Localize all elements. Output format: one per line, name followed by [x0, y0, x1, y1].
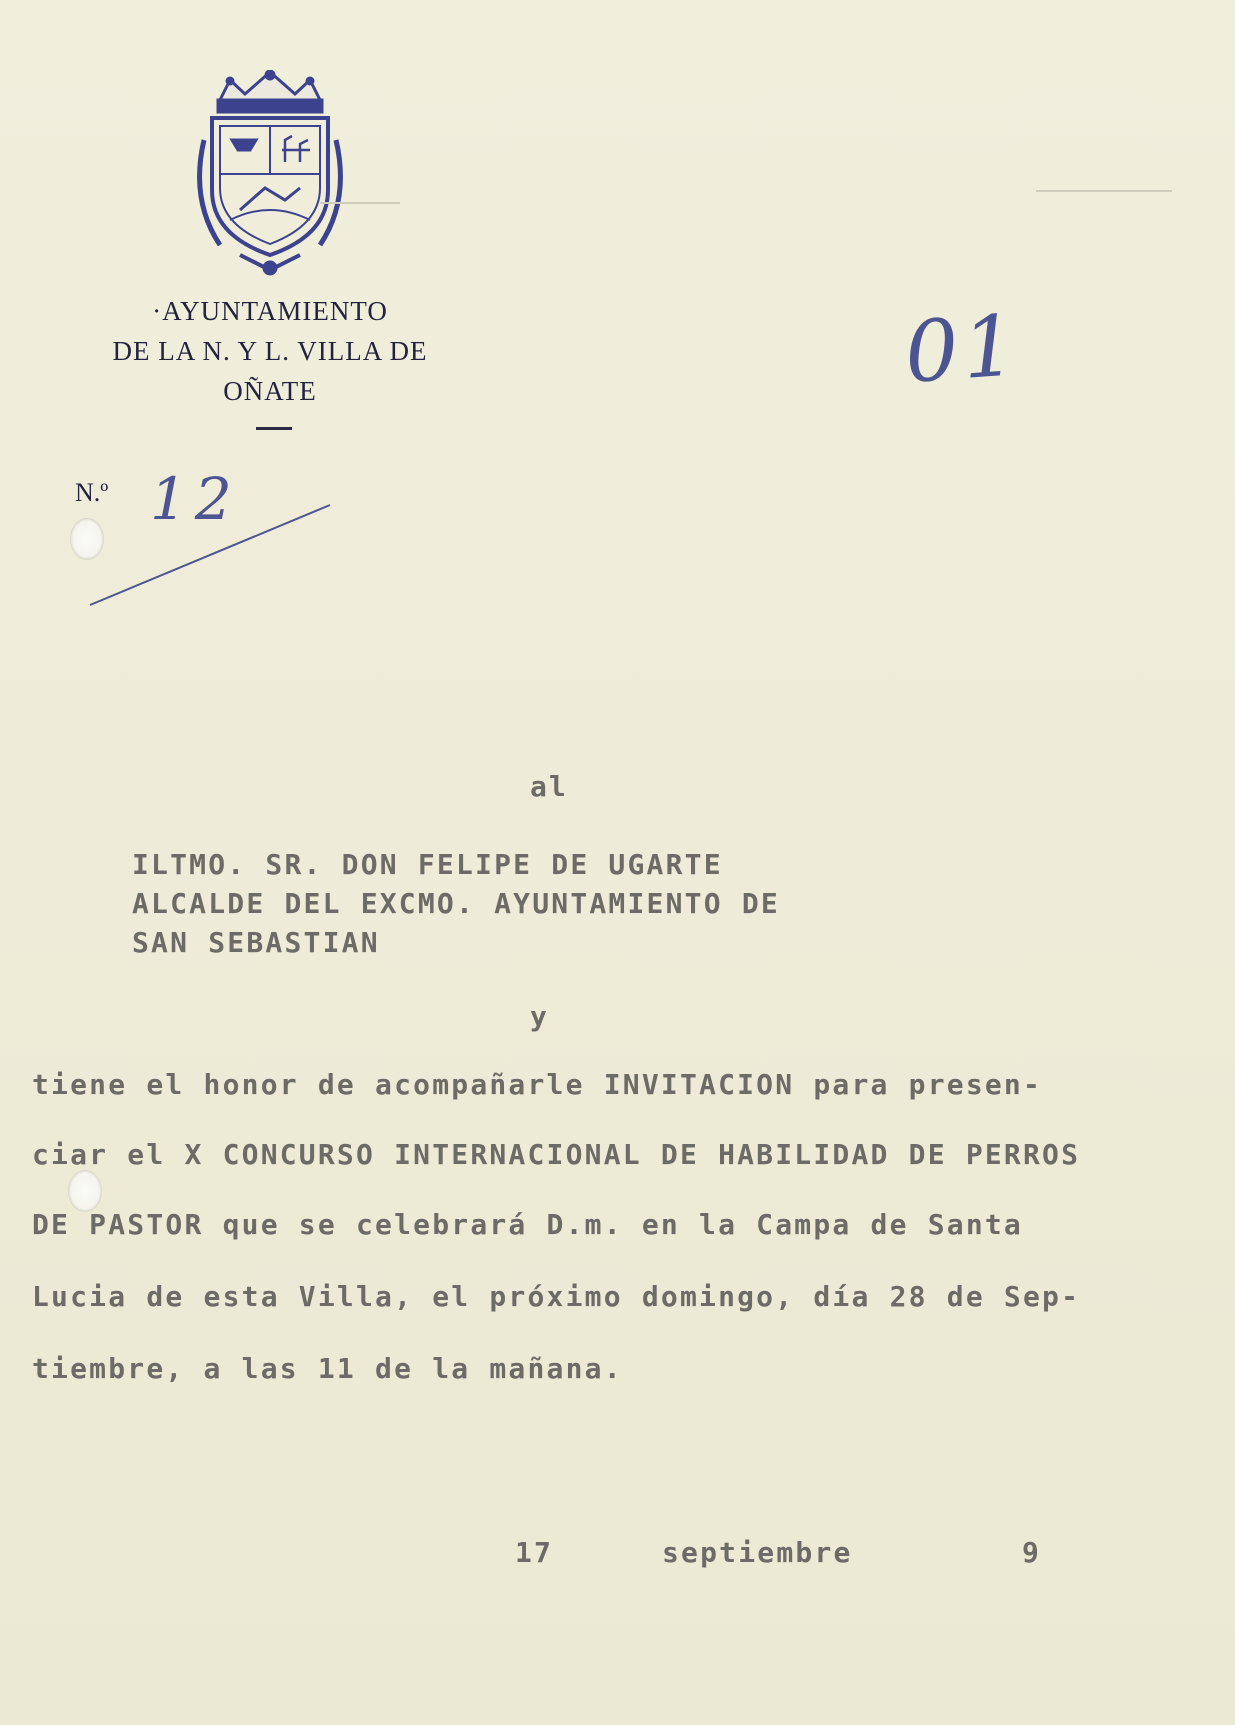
- letterhead-line-1: ·AYUNTAMIENTO: [152, 296, 388, 326]
- number-label: N.º: [75, 478, 109, 507]
- handwritten-number: 12: [150, 465, 240, 533]
- recipient-prefix: al: [530, 770, 569, 803]
- recipient-line-1: ILTMO. SR. DON FELIPE DE UGARTE: [132, 848, 723, 881]
- body-line: Lucia de esta Villa, el próximo domingo, día 28 de Sep-: [32, 1280, 1081, 1313]
- letterhead-divider: [256, 427, 292, 430]
- date-day: 17: [515, 1536, 554, 1569]
- recipient-line-2: ALCALDE DEL EXCMO. AYUNTAMIENTO DE: [132, 887, 780, 920]
- punch-hole: [70, 518, 104, 560]
- letterhead-line-3: OÑATE: [223, 376, 317, 406]
- date-year: 9: [1022, 1536, 1042, 1569]
- body-line: ciar el X CONCURSO INTERNACIONAL DE HABILIDAD DE PERROS: [32, 1138, 1081, 1171]
- handwritten-mark: 01: [901, 296, 1024, 402]
- body-line: tiene el honor de acompañarle INVITACION para presen-: [32, 1068, 1043, 1101]
- conjunction: y: [530, 1000, 550, 1033]
- letterhead-line-2: DE LA N. Y L. VILLA DE: [112, 336, 428, 366]
- recipient-line-3: SAN SEBASTIAN: [132, 926, 380, 959]
- coat-of-arms-logo: [190, 70, 350, 280]
- handwritten-underline: [85, 500, 335, 610]
- body-line: DE PASTOR que se celebrará D.m. en la Campa de Santa: [32, 1208, 1023, 1241]
- date-month: septiembre: [662, 1536, 853, 1569]
- body-line: tiembre, a las 11 de la mañana.: [32, 1352, 623, 1385]
- faint-mark: [320, 202, 400, 204]
- faint-mark: [1036, 190, 1172, 192]
- punch-hole: [68, 1170, 102, 1212]
